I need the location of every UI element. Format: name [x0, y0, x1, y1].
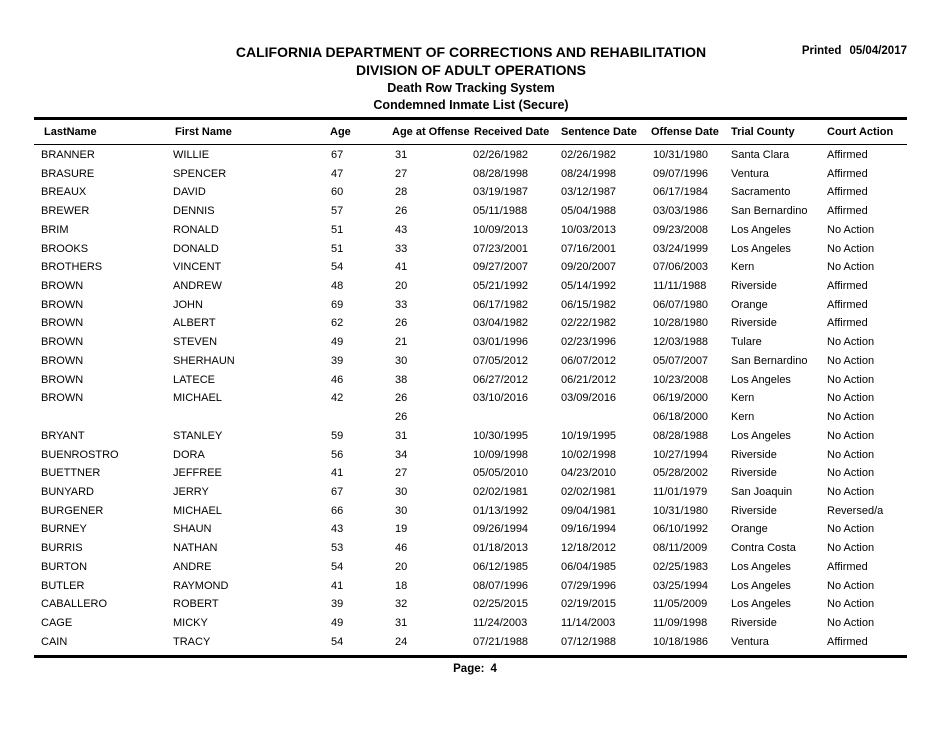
cell-age: 47 — [331, 167, 344, 180]
cell-court-action: Reversed/a — [827, 504, 884, 517]
table-row — [0, 276, 950, 295]
cell-lastname: BRASURE — [41, 167, 95, 180]
system-title: Death Row Tracking System — [387, 81, 555, 95]
table-row — [0, 445, 950, 464]
table-row — [0, 295, 950, 314]
cell-lastname: BROTHERS — [41, 261, 103, 274]
cell-sentence-date: 03/12/1987 — [561, 186, 617, 199]
cell-lastname: BUETTNER — [41, 467, 101, 480]
cell-offense-date: 05/28/2002 — [653, 467, 709, 480]
cell-court-action: No Action — [827, 354, 875, 367]
cell-court-action: Affirmed — [827, 186, 868, 199]
cell-received-date: 08/28/1998 — [473, 167, 529, 180]
cell-trial-county: San Bernardino — [731, 205, 808, 218]
cell-received-date: 05/11/1988 — [473, 205, 528, 218]
cell-sentence-date: 12/18/2012 — [561, 542, 617, 555]
cell-first-name: ROBERT — [173, 598, 219, 611]
cell-age-at-offense: 26 — [395, 392, 408, 405]
cell-first-name: MICHAEL — [173, 504, 222, 517]
cell-age: 39 — [331, 598, 344, 611]
cell-trial-county: Los Angeles — [731, 560, 791, 573]
cell-age-at-offense: 28 — [395, 186, 408, 199]
cell-offense-date: 10/23/2008 — [653, 373, 709, 386]
cell-trial-county: Los Angeles — [731, 579, 791, 592]
cell-age: 67 — [331, 485, 344, 498]
cell-sentence-date: 09/20/2007 — [561, 261, 617, 274]
cell-first-name: LATECE — [173, 373, 215, 386]
report-title: CALIFORNIA DEPARTMENT OF CORRECTIONS AND REHABILITATION — [235, 44, 707, 60]
cell-offense-date: 03/24/1999 — [653, 242, 709, 255]
cell-received-date: 09/27/2007 — [473, 261, 529, 274]
cell-trial-county: San Joaquin — [731, 485, 793, 498]
cell-court-action: No Action — [827, 429, 875, 442]
cell-age: 49 — [331, 336, 344, 349]
cell-trial-county: Ventura — [731, 635, 769, 648]
cell-court-action: Affirmed — [827, 635, 868, 648]
cell-age-at-offense: 19 — [395, 523, 408, 536]
cell-age-at-offense: 30 — [395, 504, 408, 517]
cell-offense-date: 11/01/1979 — [653, 485, 708, 498]
cell-trial-county: Riverside — [731, 617, 777, 629]
cell-age-at-offense: 31 — [395, 149, 408, 161]
cell-offense-date: 10/28/1980 — [653, 317, 709, 330]
table-row — [0, 388, 950, 407]
cell-court-action: No Action — [827, 373, 875, 386]
cell-trial-county: Riverside — [731, 280, 777, 293]
table-row — [0, 164, 950, 183]
cell-court-action: No Action — [827, 261, 875, 274]
cell-age: 54 — [331, 560, 344, 573]
cell-offense-date: 03/03/1986 — [653, 205, 709, 218]
table-row — [0, 632, 950, 651]
cell-offense-date: 09/23/2008 — [653, 223, 709, 236]
cell-age: 60 — [331, 186, 344, 199]
printed-label: Printed — [801, 45, 842, 57]
cell-sentence-date: 07/12/1988 — [561, 635, 617, 648]
printed-date: 05/04/2017 — [849, 45, 907, 57]
cell-court-action: Affirmed — [827, 280, 868, 293]
cell-sentence-date: 02/19/2015 — [561, 598, 617, 611]
cell-court-action: No Action — [827, 542, 875, 555]
cell-lastname: CABALLERO — [41, 598, 108, 611]
cell-first-name: STANLEY — [173, 429, 223, 442]
cell-trial-county: Riverside — [731, 448, 777, 461]
table-row — [0, 519, 950, 538]
cell-age: 42 — [331, 392, 344, 405]
table-row — [0, 501, 950, 520]
cell-first-name: DAVID — [173, 186, 206, 199]
cell-lastname: BUTLER — [41, 579, 85, 592]
cell-lastname: BROWN — [41, 354, 84, 367]
table-row — [0, 482, 950, 501]
column-header-lastname: LastName — [44, 126, 97, 138]
cell-court-action: No Action — [827, 411, 875, 424]
cell-offense-date: 11/09/1998 — [653, 617, 708, 629]
cell-offense-date: 08/28/1988 — [653, 429, 709, 442]
cell-offense-date: 11/11/1988 — [653, 280, 707, 293]
cell-lastname: BRANNER — [41, 149, 95, 161]
cell-received-date: 03/01/1996 — [473, 336, 529, 349]
table-row — [0, 182, 950, 201]
cell-trial-county: Los Angeles — [731, 429, 791, 442]
column-header-age-at-offense: Age at Offense — [392, 126, 470, 138]
cell-first-name: SPENCER — [173, 167, 227, 180]
cell-trial-county: Ventura — [731, 167, 769, 180]
cell-court-action: No Action — [827, 485, 875, 498]
cell-lastname: BURNEY — [41, 523, 87, 536]
cell-age: 67 — [331, 149, 344, 161]
cell-sentence-date: 10/02/1998 — [561, 448, 617, 461]
cell-trial-county: San Bernardino — [731, 354, 808, 367]
cell-age-at-offense: 43 — [395, 223, 408, 236]
cell-first-name: JOHN — [173, 298, 203, 311]
cell-trial-county: Los Angeles — [731, 598, 791, 611]
cell-sentence-date: 06/07/2012 — [561, 354, 617, 367]
cell-first-name: ALBERT — [173, 317, 216, 330]
table-row — [0, 594, 950, 613]
cell-sentence-date: 08/24/1998 — [561, 167, 617, 180]
cell-age-at-offense: 26 — [395, 317, 408, 330]
cell-trial-county: Los Angeles — [731, 242, 791, 255]
cell-lastname: BUENROSTRO — [41, 448, 119, 461]
cell-lastname: BROOKS — [41, 242, 89, 255]
cell-trial-county: Contra Costa — [731, 542, 796, 555]
cell-first-name: RAYMOND — [173, 579, 229, 592]
cell-age: 56 — [331, 448, 344, 461]
table-row — [0, 351, 950, 370]
cell-received-date: 10/30/1995 — [473, 429, 529, 442]
cell-offense-date: 08/11/2009 — [653, 542, 708, 555]
cell-age: 62 — [331, 317, 344, 330]
cell-trial-county: Tulare — [731, 336, 762, 349]
page-footer — [0, 663, 950, 675]
cell-lastname: BRIM — [41, 223, 69, 236]
cell-trial-county: Kern — [731, 392, 755, 405]
cell-offense-date: 11/05/2009 — [653, 598, 708, 611]
cell-age-at-offense: 20 — [395, 560, 408, 573]
cell-sentence-date: 05/04/1988 — [561, 205, 617, 218]
cell-lastname: BURTON — [41, 560, 88, 573]
cell-age-at-offense: 31 — [395, 617, 408, 629]
cell-trial-county: Kern — [731, 411, 755, 424]
cell-age: 69 — [331, 298, 344, 311]
cell-first-name: STEVEN — [173, 336, 218, 349]
table-row — [0, 370, 950, 389]
cell-sentence-date: 06/04/1985 — [561, 560, 617, 573]
table-row — [0, 538, 950, 557]
cell-age-at-offense: 26 — [395, 205, 408, 218]
cell-received-date: 10/09/2013 — [473, 223, 529, 236]
cell-sentence-date: 09/04/1981 — [561, 504, 617, 517]
cell-sentence-date: 06/21/2012 — [561, 373, 617, 386]
table-row — [0, 313, 950, 332]
cell-age: 59 — [331, 429, 344, 442]
cell-trial-county: Los Angeles — [731, 373, 791, 386]
column-header-offense-date: Offense Date — [651, 126, 719, 138]
cell-lastname: BRYANT — [41, 429, 85, 442]
cell-first-name: VINCENT — [173, 261, 222, 274]
column-header-sentence-date: Sentence Date — [561, 126, 637, 138]
cell-sentence-date: 11/14/2003 — [561, 617, 616, 629]
cell-sentence-date: 03/09/2016 — [561, 392, 617, 405]
table-row — [0, 332, 950, 351]
cell-age-at-offense: 33 — [395, 298, 408, 311]
column-header-age: Age — [330, 126, 351, 138]
cell-first-name: DORA — [173, 448, 205, 461]
cell-age: 43 — [331, 523, 344, 536]
cell-age: 53 — [331, 542, 344, 555]
table-row — [0, 576, 950, 595]
cell-first-name: SHAUN — [173, 523, 212, 536]
table-row — [0, 407, 950, 426]
cell-offense-date: 07/06/2003 — [653, 261, 709, 274]
cell-sentence-date: 07/29/1996 — [561, 579, 617, 592]
cell-received-date: 02/25/2015 — [473, 598, 529, 611]
cell-age-at-offense: 41 — [395, 261, 408, 274]
cell-received-date: 08/07/1996 — [473, 579, 529, 592]
cell-offense-date: 06/10/1992 — [653, 523, 709, 536]
cell-age: 54 — [331, 261, 344, 274]
cell-court-action: No Action — [827, 336, 875, 349]
cell-court-action: No Action — [827, 448, 875, 461]
cell-first-name: TRACY — [173, 635, 211, 648]
cell-age: 66 — [331, 504, 344, 517]
cell-offense-date: 03/25/1994 — [653, 579, 709, 592]
cell-age: 41 — [331, 467, 344, 480]
cell-lastname: BROWN — [41, 373, 84, 386]
cell-received-date: 05/05/2010 — [473, 467, 529, 480]
table-row — [0, 239, 950, 258]
page-number: 4 — [490, 663, 497, 675]
cell-received-date: 07/05/2012 — [473, 354, 529, 367]
column-header-first-name: First Name — [175, 126, 232, 138]
table-row — [0, 220, 950, 239]
cell-lastname: BUNYARD — [41, 485, 94, 498]
cell-offense-date: 10/27/1994 — [653, 448, 709, 461]
cell-received-date: 09/26/1994 — [473, 523, 529, 536]
cell-age: 57 — [331, 205, 344, 218]
column-header-received-date: Received Date — [474, 126, 550, 138]
cell-age-at-offense: 31 — [395, 429, 408, 442]
cell-court-action: No Action — [827, 579, 875, 592]
cell-trial-county: Kern — [731, 261, 755, 274]
cell-first-name: RONALD — [173, 223, 219, 236]
cell-offense-date: 10/18/1986 — [653, 635, 709, 648]
cell-age-at-offense: 33 — [395, 242, 408, 255]
cell-lastname: BROWN — [41, 317, 84, 330]
cell-lastname: BROWN — [41, 392, 84, 405]
cell-first-name: SHERHAUN — [173, 354, 235, 367]
cell-lastname: BURGENER — [41, 504, 104, 517]
cell-age: 51 — [331, 242, 344, 255]
bottom-rule — [34, 655, 907, 658]
cell-first-name: MICKY — [173, 617, 208, 629]
table-row — [0, 557, 950, 576]
cell-offense-date: 06/07/1980 — [653, 298, 709, 311]
cell-offense-date: 10/31/1980 — [653, 504, 709, 517]
cell-received-date: 03/19/1987 — [473, 186, 529, 199]
cell-age-at-offense: 21 — [395, 336, 408, 349]
cell-court-action: No Action — [827, 242, 875, 255]
cell-received-date: 05/21/1992 — [473, 280, 529, 293]
cell-lastname: BREAUX — [41, 186, 87, 199]
table-row — [0, 426, 950, 445]
cell-court-action: Affirmed — [827, 317, 868, 330]
cell-first-name: JEFFREE — [173, 467, 222, 480]
cell-age-at-offense: 30 — [395, 485, 408, 498]
cell-age: 54 — [331, 635, 344, 648]
cell-received-date: 11/24/2003 — [473, 617, 528, 629]
cell-sentence-date: 05/14/1992 — [561, 280, 617, 293]
cell-sentence-date: 02/02/1981 — [561, 485, 617, 498]
cell-offense-date: 09/07/1996 — [653, 167, 709, 180]
cell-lastname: BROWN — [41, 280, 84, 293]
column-header-trial-county: Trial County — [731, 126, 795, 138]
cell-age-at-offense: 27 — [395, 467, 408, 480]
cell-court-action: Affirmed — [827, 560, 868, 573]
cell-lastname: CAGE — [41, 617, 73, 629]
cell-received-date: 06/27/2012 — [473, 373, 529, 386]
table-row — [0, 145, 950, 164]
cell-sentence-date: 02/22/1982 — [561, 317, 617, 330]
table-row — [0, 613, 950, 632]
cell-court-action: Affirmed — [827, 205, 868, 218]
cell-court-action: Affirmed — [827, 298, 868, 311]
table-row — [0, 257, 950, 276]
cell-age-at-offense: 46 — [395, 542, 408, 555]
cell-age: 51 — [331, 223, 344, 236]
cell-age-at-offense: 30 — [395, 354, 408, 367]
cell-first-name: ANDRE — [173, 560, 212, 573]
cell-first-name: JERRY — [173, 485, 209, 498]
cell-received-date: 07/21/1988 — [473, 635, 529, 648]
cell-received-date: 01/13/1992 — [473, 504, 529, 517]
cell-age: 48 — [331, 280, 344, 293]
column-header-court-action: Court Action — [827, 126, 894, 138]
top-rule — [34, 117, 907, 120]
cell-first-name: WILLIE — [173, 149, 210, 161]
cell-received-date: 03/04/1982 — [473, 317, 529, 330]
cell-offense-date: 12/03/1988 — [653, 336, 709, 349]
cell-age: 41 — [331, 579, 344, 592]
cell-first-name: ANDREW — [173, 280, 222, 293]
cell-age-at-offense: 20 — [395, 280, 408, 293]
cell-age-at-offense: 32 — [395, 598, 408, 611]
cell-sentence-date: 10/03/2013 — [561, 223, 617, 236]
cell-trial-county: Los Angeles — [731, 223, 791, 236]
cell-court-action: No Action — [827, 223, 875, 236]
cell-sentence-date: 10/19/1995 — [561, 429, 617, 442]
division-title: DIVISION OF ADULT OPERATIONS — [356, 62, 586, 78]
cell-court-action: Affirmed — [827, 167, 868, 180]
cell-offense-date: 02/25/1983 — [653, 560, 709, 573]
cell-first-name: NATHAN — [173, 542, 218, 555]
printed-stamp — [802, 45, 907, 57]
table-row — [0, 201, 950, 220]
cell-lastname: BROWN — [41, 298, 84, 311]
cell-age: 46 — [331, 373, 344, 386]
cell-trial-county: Sacramento — [731, 186, 791, 199]
cell-age-at-offense: 18 — [395, 579, 408, 592]
cell-received-date: 01/18/2013 — [473, 542, 529, 555]
cell-trial-county: Riverside — [731, 504, 777, 517]
list-title: Condemned Inmate List (Secure) — [373, 98, 569, 112]
page-label: Page: — [453, 663, 485, 675]
cell-received-date: 06/12/1985 — [473, 560, 529, 573]
cell-trial-county: Orange — [731, 523, 768, 536]
cell-trial-county: Orange — [731, 298, 768, 311]
cell-trial-county: Riverside — [731, 467, 777, 480]
cell-court-action: No Action — [827, 598, 875, 611]
cell-sentence-date: 02/23/1996 — [561, 336, 617, 349]
cell-first-name: MICHAEL — [173, 392, 222, 405]
cell-trial-county: Riverside — [731, 317, 777, 330]
cell-offense-date: 06/17/1984 — [653, 186, 709, 199]
cell-lastname: BROWN — [41, 336, 84, 349]
cell-offense-date: 05/07/2007 — [653, 354, 709, 367]
cell-received-date: 02/26/1982 — [473, 149, 529, 161]
cell-offense-date: 06/18/2000 — [653, 411, 709, 424]
cell-trial-county: Santa Clara — [731, 149, 790, 161]
cell-age-at-offense: 24 — [395, 635, 408, 648]
cell-sentence-date: 09/16/1994 — [561, 523, 617, 536]
cell-offense-date: 06/19/2000 — [653, 392, 709, 405]
cell-received-date: 10/09/1998 — [473, 448, 529, 461]
cell-age-at-offense: 26 — [395, 411, 408, 424]
cell-received-date: 07/23/2001 — [473, 242, 529, 255]
cell-age: 49 — [331, 617, 344, 629]
cell-age: 39 — [331, 354, 344, 367]
cell-court-action: No Action — [827, 523, 875, 536]
table-row — [0, 463, 950, 482]
cell-lastname: BURRIS — [41, 542, 83, 555]
cell-received-date: 02/02/1981 — [473, 485, 529, 498]
cell-received-date: 03/10/2016 — [473, 392, 529, 405]
cell-sentence-date: 06/15/1982 — [561, 298, 617, 311]
cell-age-at-offense: 27 — [395, 167, 408, 180]
cell-offense-date: 10/31/1980 — [653, 149, 709, 161]
cell-lastname: CAIN — [41, 635, 68, 648]
cell-age-at-offense: 34 — [395, 448, 408, 461]
cell-first-name: DONALD — [173, 242, 219, 255]
cell-received-date: 06/17/1982 — [473, 298, 529, 311]
cell-court-action: No Action — [827, 467, 875, 480]
cell-age-at-offense: 38 — [395, 373, 408, 386]
cell-court-action: No Action — [827, 617, 875, 629]
cell-first-name: DENNIS — [173, 205, 215, 218]
cell-sentence-date: 04/23/2010 — [561, 467, 617, 480]
cell-sentence-date: 07/16/2001 — [561, 242, 617, 255]
cell-sentence-date: 02/26/1982 — [561, 149, 617, 161]
cell-lastname: BREWER — [41, 205, 90, 218]
cell-court-action: Affirmed — [827, 149, 868, 161]
cell-court-action: No Action — [827, 392, 875, 405]
